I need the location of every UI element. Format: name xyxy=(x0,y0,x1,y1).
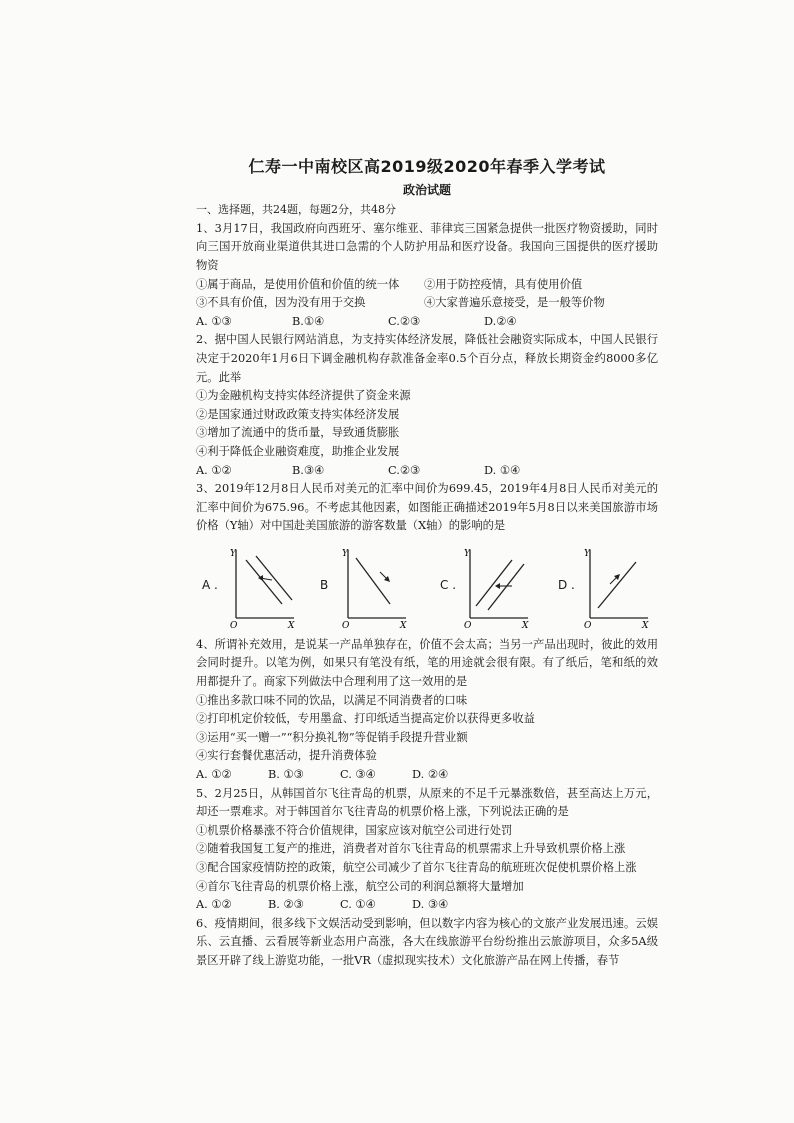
question-4-option-2: ②打印机定价较低，专用墨盒、打印纸适当提高定价以获得更多收益 xyxy=(196,712,535,726)
question-4-option-3: ③运用“买一赠一”“积分换礼物”等促销手段提升营业额 xyxy=(196,730,468,744)
question-2-option-3: ③增加了流通中的货币量，导致通货膨胀 xyxy=(196,426,400,440)
section-heading: 一、选择题，共24题，每题2分，共48分 xyxy=(196,203,396,217)
question-4-choice-c: C. ③④ xyxy=(340,768,376,782)
question-5-option-1: ①机票价格暴涨不符合价值规律，国家应该对航空公司进行处罚 xyxy=(196,823,513,837)
question-1-choice-c: C.②③ xyxy=(388,314,421,328)
question-1-option-3: ③不具有价值，因为没有用于交换 xyxy=(196,296,366,310)
question-2-option-4: ④利于降低企业融资难度，助推企业发展 xyxy=(196,444,400,458)
question-4-choices xyxy=(196,766,658,785)
question-1-choice-d: D.②④ xyxy=(484,314,517,328)
question-2 xyxy=(196,331,658,480)
graph-d-x-label: X xyxy=(642,620,649,630)
question-5-choice-c: C. ①④ xyxy=(340,898,376,912)
question-6-stem: 6、疫情期间，很多线下文娱活动受到影响，但以数字内容为核心的文旅产业发展迅速。云娱乐、云直播、云看展等新业态用户高涨，各大在线旅游平台纷纷推出云旅游项目，众多5A级景区开辟了线上游览功能，一批VR（虚拟现实技术）文化旅游产品在网上传播，春节 xyxy=(196,916,658,967)
graph-d-label: D . xyxy=(558,577,575,592)
question-4-stem: 4、所谓补充效用，是说某一产品单独存在，价值不会太高；当另一产品出现时，彼此的效用会同时提升。以笔为例，如果只有笔没有纸，笔的用途就会很有限。有了纸后，笔和纸的效用都提升了。商家下列做法中合理利用了这一效用的是 xyxy=(196,637,658,689)
question-2-choice-a: A. ①② xyxy=(196,463,232,477)
question-1 xyxy=(196,220,658,332)
graph-b xyxy=(340,546,412,630)
question-5-choices xyxy=(196,896,658,915)
question-3-graphs xyxy=(196,546,658,630)
graph-a xyxy=(228,546,300,630)
question-6 xyxy=(196,915,658,971)
question-1-stem: 1、3月17日，我国政府向西班牙、塞尔维亚、菲律宾三国紧急提供一批医疗物资援助，同时向三国开放商业渠道供其进口急需的个人防护用品和医疗设备。我国向三国提供的医疗援助物资 xyxy=(196,221,658,272)
question-5-stem: 5、2月25日，从韩国首尔飞往青岛的机票，从原来的不足千元暴涨数倍，甚至高达上万元，却还一票难求。对于韩国首尔飞往青岛的机票价格上涨，下列说法正确的是 xyxy=(196,786,658,819)
question-1-options-row-1 xyxy=(196,276,658,295)
question-5 xyxy=(196,785,658,915)
question-2-option-2: ②是国家通过财政政策支持实体经济发展 xyxy=(196,407,400,421)
question-4-choice-a: A. ①② xyxy=(196,768,232,782)
graph-c-arrow-head xyxy=(495,583,500,589)
question-3-stem: 3、2019年12月8日人民币对美元的汇率中间价为699.45，2019年4月8日人民币对美元的汇率中间价为675.96。不考虑其他因素，如图能正确描述2019年5月8日以来美国旅游市场价格（Y轴）对中国赴美国旅游的游客数量（X轴）的影响的是 xyxy=(196,482,658,533)
question-2-choice-b: B.③④ xyxy=(292,463,325,477)
graph-a-y-label: Y xyxy=(230,548,236,559)
question-4 xyxy=(196,636,658,785)
graph-b-x-label: X xyxy=(400,620,407,630)
question-1-option-1: ①属于商品，是使用价值和价值的统一体 xyxy=(196,277,400,291)
question-2-choice-c: C.②③ xyxy=(388,463,421,477)
graph-c-curve-2 xyxy=(488,564,524,610)
question-3 xyxy=(196,480,658,630)
graph-a-origin: O xyxy=(230,620,238,630)
question-5-choice-b: B. ②③ xyxy=(268,898,304,912)
graph-a-x-label: X xyxy=(288,620,295,630)
question-4-choice-d: D. ②④ xyxy=(412,768,449,782)
question-2-stem: 2、据中国人民银行网站消息，为支持实体经济发展，降低社会融资实际成本，中国人民银行决定于2020年1月6日下调金融机构存款准备金率0.5个百分点，释放长期资金约8000多亿元。此举 xyxy=(196,333,658,384)
question-5-option-3: ③配合国家疫情防控的政策，航空公司减少了首尔飞往青岛的航班班次促使机票价格上涨 xyxy=(196,861,637,874)
question-5-option-4: ④首尔飞往青岛的机票价格上涨，航空公司的利润总额将大量增加 xyxy=(196,879,524,893)
question-1-option-2: ②用于防控疫情，具有使用价值 xyxy=(424,277,583,291)
graph-a-label: A . xyxy=(202,577,218,592)
graph-d-curve xyxy=(598,562,636,608)
exam-sheet xyxy=(196,150,658,971)
graph-c-x-label: X xyxy=(522,620,529,630)
question-4-option-1: ①推出多款口味不同的饮品，以满足不同消费者的口味 xyxy=(196,693,468,707)
graph-d-y-label: Y xyxy=(584,548,590,559)
graph-b-y-label: Y xyxy=(342,548,348,559)
graph-d-origin: O xyxy=(584,620,592,630)
question-5-option-2: ②随着我国复工复产的推进，消费者对首尔飞往青岛的机票需求上升导致机票价格上涨 xyxy=(196,842,626,856)
question-1-options-row-2 xyxy=(196,294,658,313)
question-2-choice-d: D. ①④ xyxy=(484,463,521,477)
question-4-option-4: ④实行套餐优惠活动，提升消费体验 xyxy=(196,749,377,763)
question-4-choice-b: B. ①③ xyxy=(268,768,304,782)
graph-b-origin: O xyxy=(342,620,350,630)
exam-subtitle: 政治试题 xyxy=(402,182,451,197)
graph-d xyxy=(582,546,654,630)
question-1-choices xyxy=(196,313,658,332)
graph-c-y-label: Y xyxy=(464,548,470,559)
graph-b-curve xyxy=(356,558,390,604)
graph-b-label: B xyxy=(320,577,329,592)
question-1-option-4: ④大家普遍乐意接受，是一般等价物 xyxy=(424,296,605,310)
question-1-choice-a: A. ①③ xyxy=(196,314,232,328)
question-2-choices xyxy=(196,462,658,481)
graph-c-origin: O xyxy=(464,620,472,630)
graph-c xyxy=(462,546,534,630)
question-2-option-1: ①为金融机构支持实体经济提供了资金来源 xyxy=(196,389,411,403)
question-1-choice-b: B.①④ xyxy=(292,314,325,328)
question-5-choice-a: A. ①② xyxy=(196,898,232,912)
exam-title: 仁寿一中南校区高2019级2020年春季入学考试 xyxy=(248,157,606,176)
graph-c-curve-1 xyxy=(476,560,512,606)
graph-c-label: C . xyxy=(440,577,457,592)
question-5-choice-d: D. ③④ xyxy=(412,898,449,912)
